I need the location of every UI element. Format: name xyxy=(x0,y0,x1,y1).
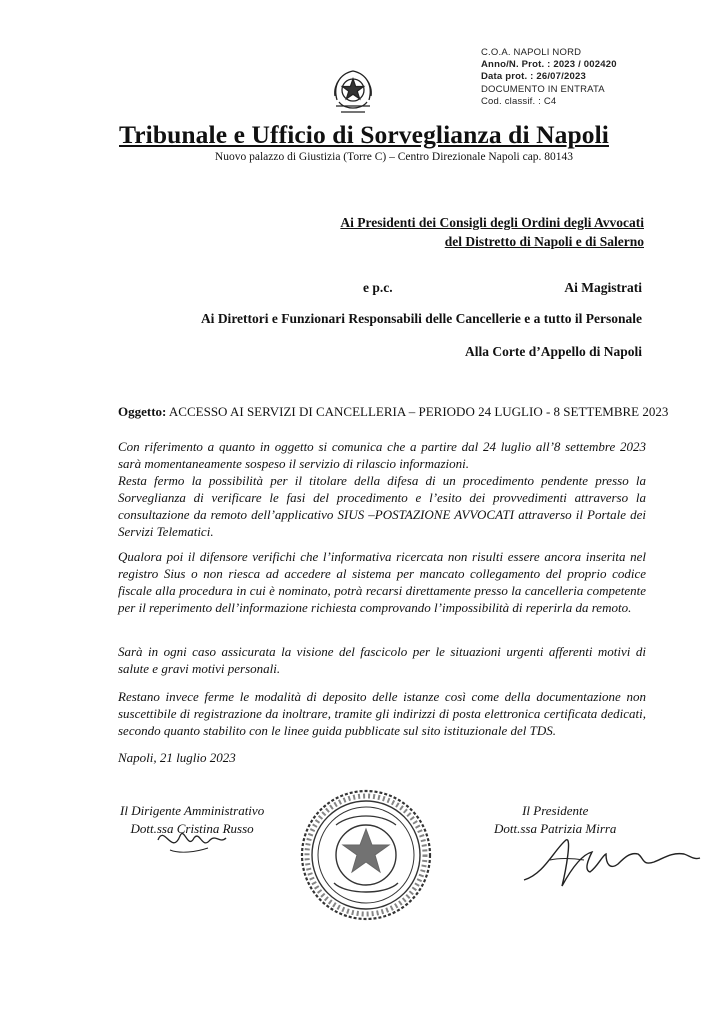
body-paragraph-4: Restano invece ferme le modalità di deposito delle istanze così come della documentazione non suscettibile di registrazione da inoltrare, tramite gli indirizzi di posta elettronica certificata dedicati, secondo quanto stabilito con le linee guida pubblicate sul sito istituzionale del TDS. xyxy=(118,689,646,738)
subject-label: Oggetto: xyxy=(118,404,167,419)
right-signer-name: Dott.ssa Patrizia Mirra xyxy=(494,821,617,836)
body-paragraph-1 xyxy=(118,438,646,540)
recipient-line-2: del Distretto di Napoli e di Salerno xyxy=(444,234,644,249)
subject-text: ACCESSO AI SERVIZI DI CANCELLERIA – PERIODO 24 LUGLIO - 8 SETTEMBRE 2023 xyxy=(168,404,669,419)
paragraph-1b: Resta fermo la possibilità per il titolare della difesa di un procedimento pendente presso la Sorveglianza di verificare le fasi del procedimento e l’esito dei provvedimenti attraverso la consultazione da remoto dell’applicativo SIUS –POSTAZIONE AVVOCATI attraverso il Portale dei Servizi Telematici. xyxy=(118,473,646,539)
stamp-line-2: Anno/N. Prot. : 2023 / 002420 xyxy=(481,59,617,71)
paragraph-1a xyxy=(118,438,646,472)
cc-label: e p.c. xyxy=(363,280,393,295)
document-date: Napoli, 21 luglio 2023 xyxy=(118,750,236,765)
handwritten-signature-left-icon xyxy=(150,820,230,858)
recipient-block xyxy=(340,213,644,251)
protocol-stamp xyxy=(481,47,617,108)
stamp-line-3: Data prot. : 26/07/2023 xyxy=(481,71,586,83)
body-paragraph-3: Sarà in ogni caso assicurata la visione del fascicolo per le situazioni urgenti afferenti motivi di salute e gravi motivi personali. xyxy=(118,644,646,676)
recipient-direttori: Ai Direttori e Funzionari Responsabili delle Cancellerie e a tutto il Personale xyxy=(200,311,642,326)
stamp-line-5: Cod. classif. : C4 xyxy=(481,95,557,107)
recipient-line-1: Ai Presidenti dei Consigli degli Ordini degli Avvocati xyxy=(340,215,644,230)
italian-republic-emblem-icon xyxy=(331,66,375,116)
official-round-seal-icon xyxy=(296,785,436,925)
recipient-magistrati: Ai Magistrati xyxy=(564,280,642,295)
stamp-line-4: DOCUMENTO IN ENTRATA xyxy=(481,83,605,95)
stamp-line-1: C.O.A. NAPOLI NORD xyxy=(481,47,582,58)
left-signer-role: Il Dirigente Amministrativo xyxy=(120,803,265,818)
left-signer-name: Dott.ssa Cristina Russo xyxy=(130,821,254,836)
paragraph-1a-text: Con riferimento a quanto in oggetto si comunica che a partire dal 24 luglio all’8 settembre 2023 sarà momentaneamente sospeso il servizio di rilascio informazioni. xyxy=(118,439,646,471)
institution-address: Nuovo palazzo di Giustizia (Torre C) – Centro Direzionale Napoli cap. 80143 xyxy=(214,151,574,163)
handwritten-signature-right-icon xyxy=(514,830,704,890)
body-paragraph-2: Qualora poi il difensore verifichi che l’informativa ricercata non risulti essere ancora inserita nel registro Sius o non riesca ad accedere al sistema per mancato collegamento del proprio codice fiscale alla procedura in cui è nominato, potrà recarsi direttamente presso la cancelleria competente per il reperimento dell’informazione richiesta comprovando l’impossibilità di reperirla da remoto. xyxy=(118,549,646,615)
right-signer-role: Il Presidente xyxy=(522,803,589,818)
subject-line xyxy=(118,404,668,420)
recipient-corte: Alla Corte d’Appello di Napoli xyxy=(464,344,642,359)
institution-title: Tribunale e Ufficio di Sorveglianza di Napoli xyxy=(119,120,609,149)
